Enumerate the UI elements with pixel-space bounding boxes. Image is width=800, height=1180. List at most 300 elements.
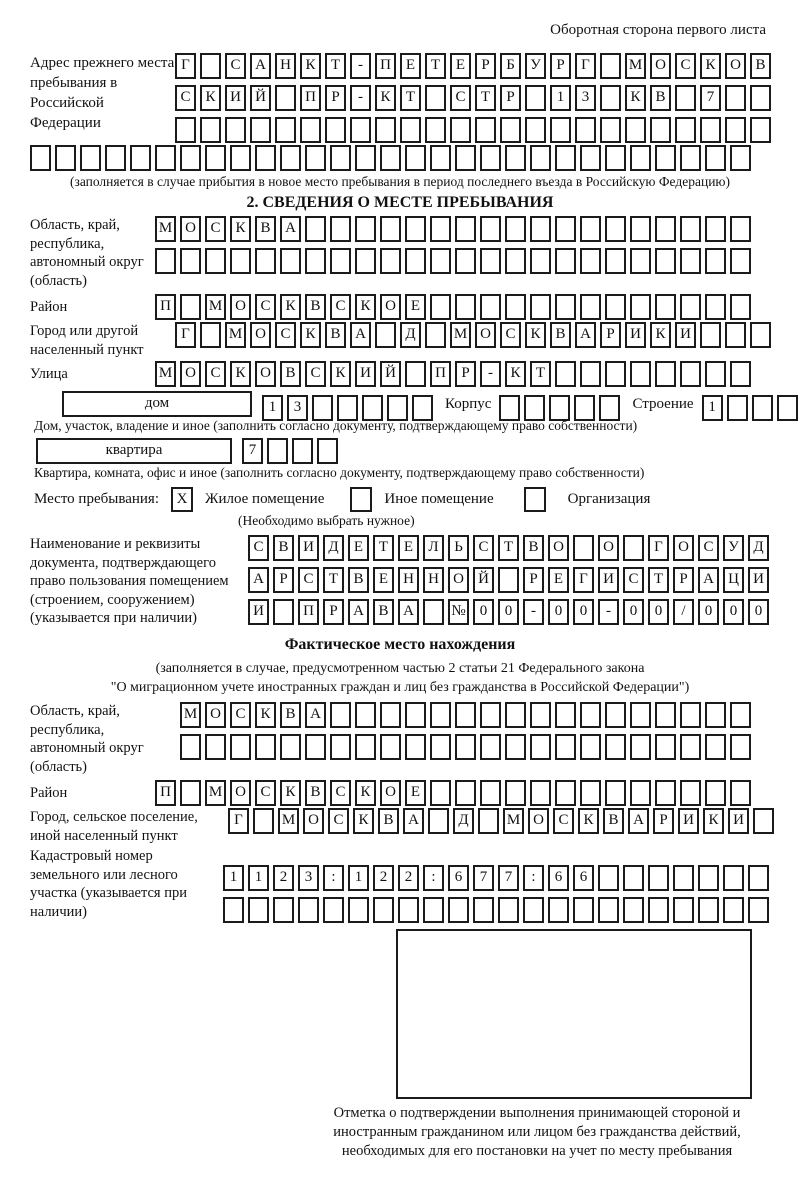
char-box[interactable]: [680, 216, 701, 242]
char-box[interactable]: [673, 897, 694, 923]
char-box[interactable]: [380, 248, 401, 274]
char-box[interactable]: Р: [673, 567, 694, 593]
char-box[interactable]: [400, 117, 421, 143]
char-box[interactable]: [255, 145, 276, 171]
char-box[interactable]: [723, 897, 744, 923]
char-box[interactable]: О: [673, 535, 694, 561]
char-box[interactable]: [273, 897, 294, 923]
char-box[interactable]: [753, 808, 774, 834]
char-box[interactable]: А: [350, 322, 371, 348]
char-box[interactable]: В: [280, 702, 301, 728]
char-box[interactable]: [348, 897, 369, 923]
char-box[interactable]: [700, 322, 721, 348]
char-box[interactable]: [730, 216, 751, 242]
char-box[interactable]: [505, 145, 526, 171]
char-box[interactable]: А: [348, 599, 369, 625]
char-box[interactable]: [455, 734, 476, 760]
char-box[interactable]: 7: [700, 85, 721, 111]
char-box[interactable]: [317, 438, 338, 464]
char-box[interactable]: [555, 702, 576, 728]
char-box[interactable]: [250, 117, 271, 143]
char-box[interactable]: [605, 216, 626, 242]
char-box[interactable]: [605, 248, 626, 274]
char-box[interactable]: [430, 702, 451, 728]
char-box[interactable]: [380, 145, 401, 171]
char-box[interactable]: Д: [453, 808, 474, 834]
char-box[interactable]: [655, 294, 676, 320]
char-box[interactable]: 6: [548, 865, 569, 891]
char-box[interactable]: С: [298, 567, 319, 593]
char-box[interactable]: А: [698, 567, 719, 593]
char-box[interactable]: 6: [573, 865, 594, 891]
char-box[interactable]: [548, 897, 569, 923]
char-box[interactable]: [330, 248, 351, 274]
char-box[interactable]: Е: [405, 780, 426, 806]
char-box[interactable]: Д: [400, 322, 421, 348]
char-box[interactable]: Н: [398, 567, 419, 593]
char-box[interactable]: [475, 117, 496, 143]
char-box[interactable]: В: [273, 535, 294, 561]
char-box[interactable]: О: [448, 567, 469, 593]
char-box[interactable]: К: [300, 322, 321, 348]
char-box[interactable]: [430, 216, 451, 242]
char-box[interactable]: -: [523, 599, 544, 625]
char-box[interactable]: Г: [228, 808, 249, 834]
char-box[interactable]: [423, 599, 444, 625]
char-box[interactable]: [425, 85, 446, 111]
char-box[interactable]: [230, 145, 251, 171]
char-box[interactable]: [292, 438, 313, 464]
char-box[interactable]: [580, 248, 601, 274]
char-box[interactable]: П: [298, 599, 319, 625]
char-box[interactable]: 2: [373, 865, 394, 891]
char-box[interactable]: [505, 734, 526, 760]
char-box[interactable]: К: [230, 216, 251, 242]
char-box[interactable]: К: [625, 85, 646, 111]
char-box[interactable]: Р: [475, 53, 496, 79]
char-box[interactable]: [555, 145, 576, 171]
char-box[interactable]: 1: [550, 85, 571, 111]
char-box[interactable]: [330, 702, 351, 728]
char-box[interactable]: С: [205, 361, 226, 387]
char-box[interactable]: [725, 117, 746, 143]
char-box[interactable]: [155, 145, 176, 171]
char-box[interactable]: 2: [273, 865, 294, 891]
char-box[interactable]: [405, 361, 426, 387]
char-box[interactable]: [623, 535, 644, 561]
char-box[interactable]: [480, 294, 501, 320]
char-box[interactable]: 1: [262, 395, 283, 421]
char-box[interactable]: №: [448, 599, 469, 625]
char-box[interactable]: [730, 145, 751, 171]
char-box[interactable]: О: [528, 808, 549, 834]
char-box[interactable]: [273, 599, 294, 625]
char-box[interactable]: [555, 216, 576, 242]
char-box[interactable]: А: [628, 808, 649, 834]
char-box[interactable]: [30, 145, 51, 171]
char-box[interactable]: [605, 702, 626, 728]
char-box[interactable]: [230, 734, 251, 760]
char-box[interactable]: 3: [287, 395, 308, 421]
char-box[interactable]: В: [523, 535, 544, 561]
char-box[interactable]: [380, 216, 401, 242]
char-box[interactable]: Д: [748, 535, 769, 561]
char-box[interactable]: В: [305, 780, 326, 806]
char-box[interactable]: [727, 395, 748, 421]
char-box[interactable]: [500, 117, 521, 143]
char-box[interactable]: [730, 248, 751, 274]
char-box[interactable]: [750, 322, 771, 348]
char-box[interactable]: О: [230, 780, 251, 806]
char-box[interactable]: [505, 248, 526, 274]
char-box[interactable]: [323, 897, 344, 923]
char-box[interactable]: О: [230, 294, 251, 320]
char-box[interactable]: [680, 702, 701, 728]
char-box[interactable]: [630, 702, 651, 728]
char-box[interactable]: С: [698, 535, 719, 561]
char-box[interactable]: Е: [398, 535, 419, 561]
char-box[interactable]: И: [598, 567, 619, 593]
char-box[interactable]: [705, 734, 726, 760]
char-box[interactable]: [280, 248, 301, 274]
char-box[interactable]: А: [575, 322, 596, 348]
char-box[interactable]: 0: [623, 599, 644, 625]
char-box[interactable]: [730, 702, 751, 728]
char-box[interactable]: О: [475, 322, 496, 348]
char-box[interactable]: В: [305, 294, 326, 320]
char-box[interactable]: [180, 248, 201, 274]
char-box[interactable]: С: [553, 808, 574, 834]
char-box[interactable]: 0: [748, 599, 769, 625]
char-box[interactable]: М: [155, 216, 176, 242]
char-box[interactable]: [480, 734, 501, 760]
char-box[interactable]: [630, 780, 651, 806]
char-box[interactable]: [623, 897, 644, 923]
char-box[interactable]: О: [598, 535, 619, 561]
char-box[interactable]: [55, 145, 76, 171]
char-box[interactable]: У: [723, 535, 744, 561]
char-box[interactable]: [473, 897, 494, 923]
char-box[interactable]: Т: [530, 361, 551, 387]
char-box[interactable]: И: [728, 808, 749, 834]
char-box[interactable]: С: [205, 216, 226, 242]
char-box[interactable]: [498, 897, 519, 923]
char-box[interactable]: М: [155, 361, 176, 387]
char-box[interactable]: [648, 897, 669, 923]
char-box[interactable]: [255, 248, 276, 274]
char-box[interactable]: О: [380, 294, 401, 320]
char-box[interactable]: [680, 361, 701, 387]
char-box[interactable]: [430, 780, 451, 806]
char-box[interactable]: П: [375, 53, 396, 79]
char-box[interactable]: [480, 145, 501, 171]
char-box[interactable]: [428, 808, 449, 834]
char-box[interactable]: [680, 780, 701, 806]
char-box[interactable]: [155, 248, 176, 274]
char-box[interactable]: А: [248, 567, 269, 593]
char-box[interactable]: [555, 734, 576, 760]
char-box[interactable]: А: [403, 808, 424, 834]
char-box[interactable]: [80, 145, 101, 171]
char-box[interactable]: 3: [298, 865, 319, 891]
char-box[interactable]: [398, 897, 419, 923]
char-box[interactable]: [380, 702, 401, 728]
char-box[interactable]: [275, 117, 296, 143]
char-box[interactable]: [630, 216, 651, 242]
char-box[interactable]: 1: [702, 395, 723, 421]
char-box[interactable]: [705, 145, 726, 171]
char-box[interactable]: 0: [498, 599, 519, 625]
char-box[interactable]: 7: [473, 865, 494, 891]
char-box[interactable]: О: [205, 702, 226, 728]
char-box[interactable]: [730, 294, 751, 320]
char-box[interactable]: Й: [473, 567, 494, 593]
char-box[interactable]: -: [350, 85, 371, 111]
char-box[interactable]: Р: [550, 53, 571, 79]
char-box[interactable]: Т: [425, 53, 446, 79]
char-box[interactable]: [200, 117, 221, 143]
char-box[interactable]: М: [450, 322, 471, 348]
char-box[interactable]: С: [255, 780, 276, 806]
char-box[interactable]: [530, 780, 551, 806]
char-box[interactable]: [200, 322, 221, 348]
char-box[interactable]: [430, 294, 451, 320]
char-box[interactable]: [105, 145, 126, 171]
char-box[interactable]: [573, 535, 594, 561]
char-box[interactable]: В: [255, 216, 276, 242]
char-box[interactable]: [455, 294, 476, 320]
char-box[interactable]: 2: [398, 865, 419, 891]
char-box[interactable]: К: [355, 294, 376, 320]
char-box[interactable]: [705, 294, 726, 320]
char-box[interactable]: К: [300, 53, 321, 79]
char-box[interactable]: И: [625, 322, 646, 348]
char-box[interactable]: В: [348, 567, 369, 593]
char-box[interactable]: [305, 216, 326, 242]
char-box[interactable]: [655, 780, 676, 806]
char-box[interactable]: П: [430, 361, 451, 387]
char-box[interactable]: [375, 117, 396, 143]
char-box[interactable]: К: [280, 294, 301, 320]
char-box[interactable]: Г: [573, 567, 594, 593]
char-box[interactable]: [180, 734, 201, 760]
char-box[interactable]: [478, 808, 499, 834]
char-box[interactable]: А: [305, 702, 326, 728]
char-box[interactable]: М: [205, 780, 226, 806]
char-box[interactable]: [748, 865, 769, 891]
char-box[interactable]: О: [650, 53, 671, 79]
char-box[interactable]: К: [330, 361, 351, 387]
char-box[interactable]: К: [650, 322, 671, 348]
char-box[interactable]: И: [678, 808, 699, 834]
char-box[interactable]: [752, 395, 773, 421]
char-box[interactable]: [605, 780, 626, 806]
char-box[interactable]: Т: [400, 85, 421, 111]
char-box[interactable]: Д: [323, 535, 344, 561]
char-box[interactable]: [530, 734, 551, 760]
char-box[interactable]: [630, 294, 651, 320]
char-box[interactable]: [350, 117, 371, 143]
char-box[interactable]: П: [300, 85, 321, 111]
char-box[interactable]: К: [230, 361, 251, 387]
char-box[interactable]: [655, 734, 676, 760]
char-box[interactable]: М: [625, 53, 646, 79]
char-box[interactable]: [630, 361, 651, 387]
char-box[interactable]: С: [225, 53, 246, 79]
char-box[interactable]: [175, 117, 196, 143]
char-box[interactable]: [305, 145, 326, 171]
char-box[interactable]: [355, 145, 376, 171]
char-box[interactable]: С: [623, 567, 644, 593]
char-box[interactable]: [655, 702, 676, 728]
char-box[interactable]: О: [380, 780, 401, 806]
char-box[interactable]: [230, 248, 251, 274]
char-box[interactable]: [648, 865, 669, 891]
char-box[interactable]: [355, 734, 376, 760]
char-box[interactable]: В: [325, 322, 346, 348]
checkbox-organization[interactable]: [524, 487, 546, 512]
char-box[interactable]: -: [350, 53, 371, 79]
char-box[interactable]: [580, 780, 601, 806]
char-box[interactable]: [705, 216, 726, 242]
char-box[interactable]: [248, 897, 269, 923]
char-box[interactable]: [455, 248, 476, 274]
char-box[interactable]: [550, 117, 571, 143]
char-box[interactable]: [523, 897, 544, 923]
char-box[interactable]: [280, 145, 301, 171]
char-box[interactable]: [130, 145, 151, 171]
char-box[interactable]: [575, 117, 596, 143]
char-box[interactable]: [530, 248, 551, 274]
char-box[interactable]: В: [373, 599, 394, 625]
char-box[interactable]: [580, 734, 601, 760]
char-box[interactable]: 0: [548, 599, 569, 625]
char-box[interactable]: С: [255, 294, 276, 320]
char-box[interactable]: [580, 216, 601, 242]
char-box[interactable]: [530, 294, 551, 320]
char-box[interactable]: [580, 361, 601, 387]
char-box[interactable]: [598, 897, 619, 923]
char-box[interactable]: О: [548, 535, 569, 561]
char-box[interactable]: :: [323, 865, 344, 891]
char-box[interactable]: [180, 294, 201, 320]
char-box[interactable]: [680, 145, 701, 171]
char-box[interactable]: [225, 117, 246, 143]
char-box[interactable]: [405, 248, 426, 274]
char-box[interactable]: 7: [498, 865, 519, 891]
char-box[interactable]: -: [480, 361, 501, 387]
char-box[interactable]: [777, 395, 798, 421]
char-box[interactable]: О: [180, 216, 201, 242]
char-box[interactable]: [650, 117, 671, 143]
char-box[interactable]: Е: [400, 53, 421, 79]
char-box[interactable]: Р: [500, 85, 521, 111]
char-box[interactable]: [505, 216, 526, 242]
char-box[interactable]: [573, 897, 594, 923]
char-box[interactable]: [455, 216, 476, 242]
char-box[interactable]: [725, 85, 746, 111]
char-box[interactable]: С: [450, 85, 471, 111]
char-box[interactable]: [525, 117, 546, 143]
char-box[interactable]: Г: [175, 53, 196, 79]
char-box[interactable]: М: [205, 294, 226, 320]
char-box[interactable]: [480, 216, 501, 242]
char-box[interactable]: А: [250, 53, 271, 79]
char-box[interactable]: [705, 248, 726, 274]
char-box[interactable]: [680, 294, 701, 320]
char-box[interactable]: [605, 145, 626, 171]
char-box[interactable]: Р: [600, 322, 621, 348]
char-box[interactable]: [330, 216, 351, 242]
char-box[interactable]: С: [330, 294, 351, 320]
char-box[interactable]: У: [525, 53, 546, 79]
char-box[interactable]: [455, 145, 476, 171]
char-box[interactable]: [705, 780, 726, 806]
char-box[interactable]: Г: [648, 535, 669, 561]
char-box[interactable]: [730, 734, 751, 760]
char-box[interactable]: [530, 216, 551, 242]
char-box[interactable]: Г: [175, 322, 196, 348]
char-box[interactable]: Т: [325, 53, 346, 79]
char-box[interactable]: 7: [242, 438, 263, 464]
char-box[interactable]: [630, 734, 651, 760]
char-box[interactable]: К: [525, 322, 546, 348]
char-box[interactable]: С: [675, 53, 696, 79]
char-box[interactable]: [730, 780, 751, 806]
char-box[interactable]: [405, 734, 426, 760]
char-box[interactable]: О: [303, 808, 324, 834]
char-box[interactable]: [555, 361, 576, 387]
char-box[interactable]: Н: [423, 567, 444, 593]
char-box[interactable]: 0: [573, 599, 594, 625]
char-box[interactable]: 0: [698, 599, 719, 625]
char-box[interactable]: С: [328, 808, 349, 834]
char-box[interactable]: Й: [380, 361, 401, 387]
char-box[interactable]: [255, 734, 276, 760]
char-box[interactable]: К: [703, 808, 724, 834]
char-box[interactable]: /: [673, 599, 694, 625]
char-box[interactable]: М: [225, 322, 246, 348]
char-box[interactable]: О: [250, 322, 271, 348]
char-box[interactable]: С: [305, 361, 326, 387]
char-box[interactable]: Й: [250, 85, 271, 111]
char-box[interactable]: [455, 780, 476, 806]
char-box[interactable]: К: [255, 702, 276, 728]
char-box[interactable]: И: [248, 599, 269, 625]
char-box[interactable]: О: [725, 53, 746, 79]
char-box[interactable]: [655, 216, 676, 242]
char-box[interactable]: [600, 85, 621, 111]
char-box[interactable]: [355, 248, 376, 274]
char-box[interactable]: Р: [323, 599, 344, 625]
char-box[interactable]: К: [355, 780, 376, 806]
char-box[interactable]: [675, 85, 696, 111]
char-box[interactable]: В: [650, 85, 671, 111]
char-box[interactable]: [580, 145, 601, 171]
char-box[interactable]: [450, 117, 471, 143]
char-box[interactable]: [600, 53, 621, 79]
char-box[interactable]: Е: [373, 567, 394, 593]
char-box[interactable]: [530, 702, 551, 728]
char-box[interactable]: 0: [648, 599, 669, 625]
char-box[interactable]: В: [750, 53, 771, 79]
char-box[interactable]: О: [255, 361, 276, 387]
char-box[interactable]: В: [603, 808, 624, 834]
char-box[interactable]: [655, 361, 676, 387]
char-box[interactable]: М: [278, 808, 299, 834]
char-box[interactable]: [205, 734, 226, 760]
char-box[interactable]: :: [523, 865, 544, 891]
